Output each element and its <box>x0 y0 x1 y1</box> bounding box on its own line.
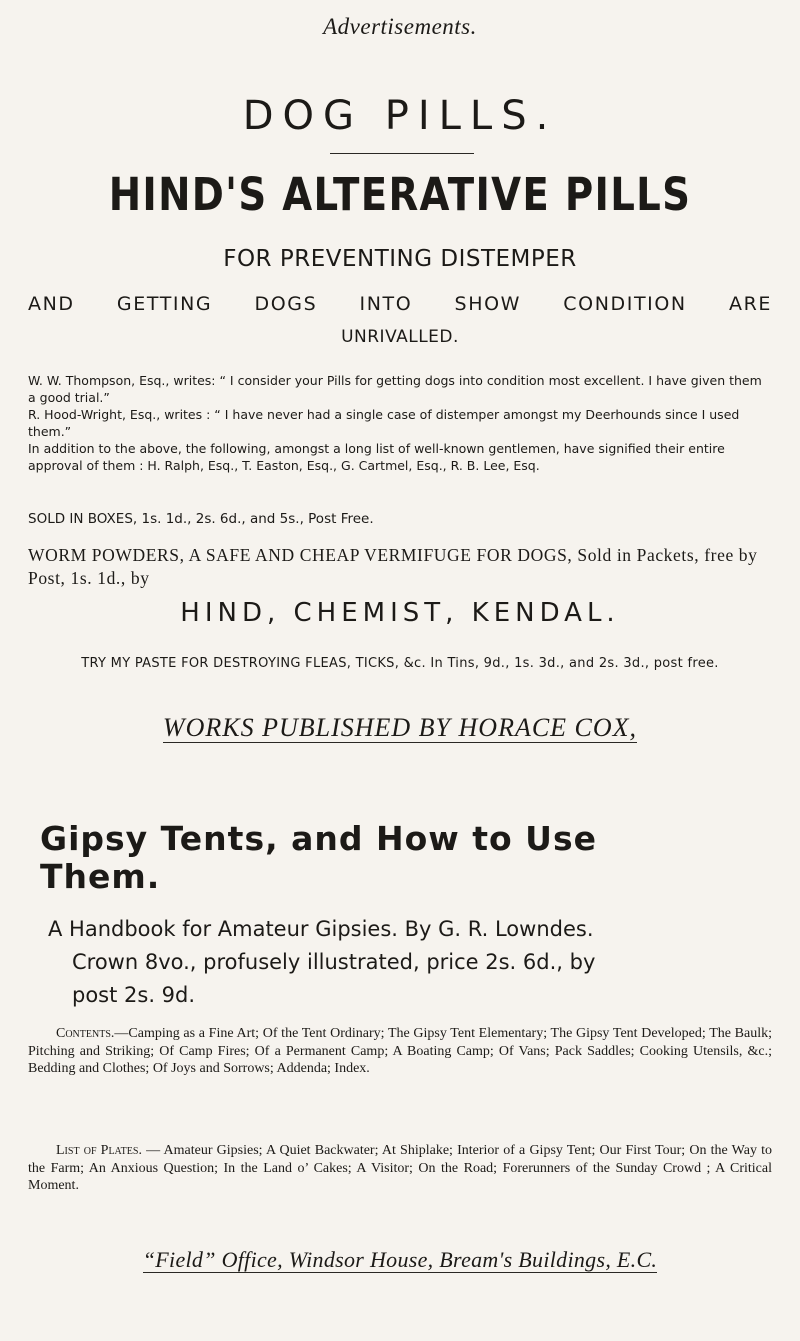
publisher-heading-text: WORKS PUBLISHED BY HORACE COX, <box>162 713 638 742</box>
tagline-line-1: AND GETTING DOGS INTO SHOW CONDITION ARE <box>28 293 772 315</box>
plates-text: — Amateur Gipsies; A Quiet Backwater; At Shiplake; Interior of a Gipsy Tent; Our First Tour; On the Way to the Farm; An Anxious Question; In the Land o’ Cakes; A Visitor; On the Road; Forerunners of the Sunday Crowd ; A Critical Moment. <box>28 1143 773 1193</box>
dog-pills-headline: DOG PILLS. <box>242 93 558 139</box>
book-title-line-1: Gipsy Tents, and How to Use <box>40 819 597 858</box>
page-header: Advertisements. <box>323 14 477 39</box>
product-subhead: FOR PREVENTING DISTEMPER <box>223 246 577 272</box>
book-description-line-3: post 2s. 9d. <box>72 983 196 1007</box>
testimonial-hood-wright: R. Hood-Wright, Esq., writes : “ I have never had a single case of distemper amongst my Deerhounds since I used them.” <box>28 407 740 439</box>
contents-label: Contents. <box>56 1026 115 1041</box>
contents-text: —Camping as a Fine Art; Of the Tent Ordinary; The Gipsy Tent Elementary; The Gipsy Tent Developed; The Baulk; Pitching and Striking; Of Camp Fires; Of a Permanent Camp; A Boating Camp; Of Vans; Pack Saddles; Cooking Utensils, &c.; Bedding and Clothes; Of Joys and Sorrows; Addenda; Index. <box>28 1026 772 1076</box>
book-description-line-2: Crown 8vo., profusely illustrated, price 2s. 6d., by <box>72 950 596 974</box>
book-title-line-2: Them. <box>40 857 161 896</box>
divider-rule <box>330 153 474 154</box>
book-description-line-1: A Handbook for Amateur Gipsies. By G. R. Lowndes. <box>48 917 594 941</box>
publisher-address <box>0 1247 800 1273</box>
tagline-line-2: UNRIVALLED. <box>341 327 459 347</box>
testimonial-approvals: In addition to the above, the following, amongst a long list of well-known gentlemen, have signified their entire approval of them : H. Ralph, Esq., T. Easton, Esq., G. Cartmel, Esq., R. B. Lee, Esq. <box>28 441 725 473</box>
flea-paste-notice: TRY MY PASTE FOR DESTROYING FLEAS, TICKS, &c. In Tins, 9d., 1s. 3d., and 2s. 3d., post free. <box>81 656 719 671</box>
book-contents <box>28 1025 772 1078</box>
publisher-address-text: “Field” Office, Windsor House, Bream's Buildings, E.C. <box>142 1247 658 1272</box>
worm-powders-notice: WORM POWDERS, A SAFE AND CHEAP VERMIFUGE FOR DOGS, Sold in Packets, free by Post, 1s. 1d., by <box>28 545 758 588</box>
chemist-name: HIND, CHEMIST, KENDAL. <box>180 598 620 628</box>
pricing-line: SOLD IN BOXES, 1s. 1d., 2s. 6d., and 5s., Post Free. <box>28 511 374 527</box>
book-plates <box>28 1142 772 1195</box>
book-title <box>40 820 780 896</box>
testimonial-thompson: W. W. Thompson, Esq., writes: “ I consider your Pills for getting dogs into condition most excellent. I have given them a good trial.” <box>28 373 762 405</box>
product-title: HIND'S ALTERATIVE PILLS <box>108 168 692 221</box>
book-description <box>48 913 762 1012</box>
plates-label: List of Plates. <box>56 1143 142 1158</box>
publisher-heading <box>0 713 800 743</box>
testimonials <box>28 372 772 474</box>
